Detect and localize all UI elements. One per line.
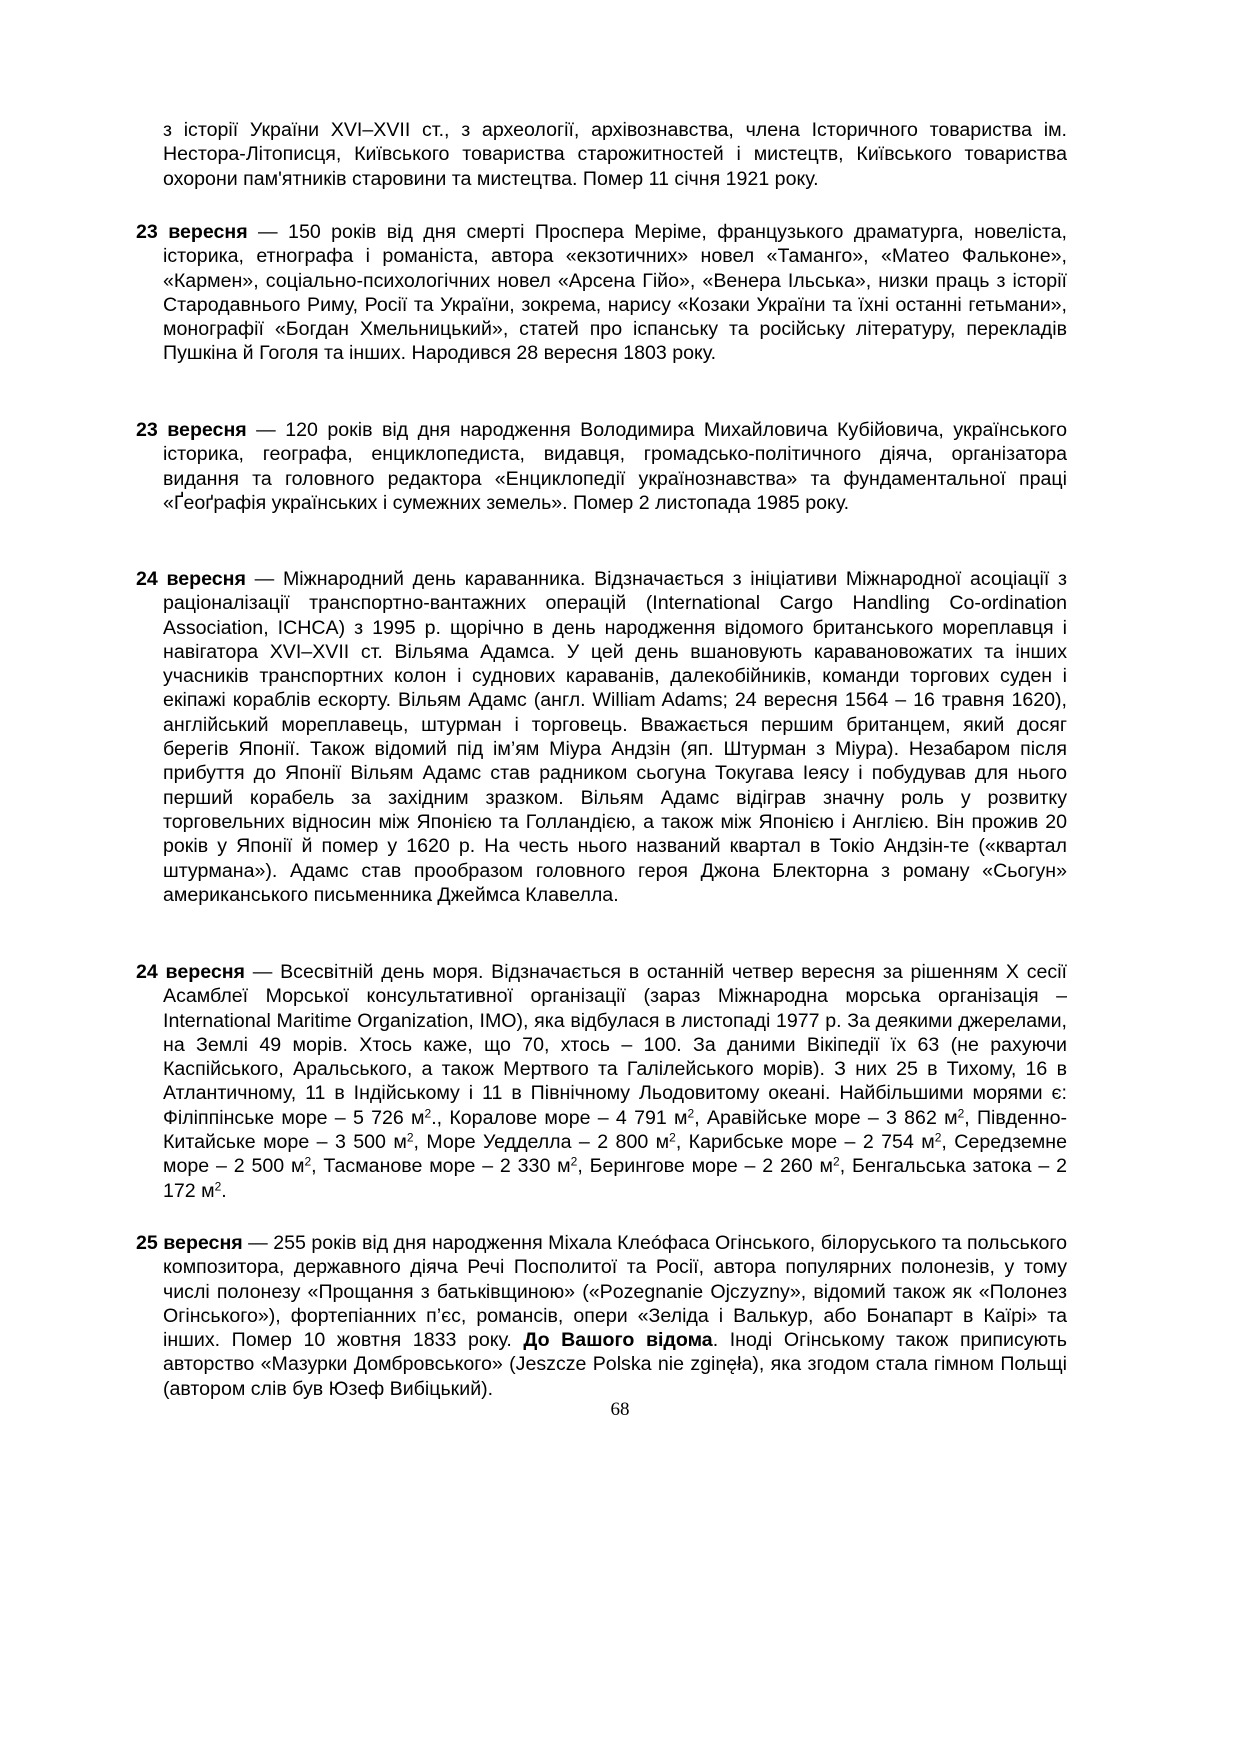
entry-date: 23 вересня [136,221,248,243]
superscript: 2 [406,1130,414,1145]
sea-item: , Берингове море – 2 260 м [577,1155,834,1178]
continuation-text: з історії України XVI–XVII ст., з археології, архівознавства, члена Історичного товариства ім. Нестора-Літописця, Київського товариства старожитностей і мистецтв, Київського товариства охорони пам'ятників старовини та мистецтва. Помер 11 січня 1921 року. [163,119,1067,190]
superscript: 2 [424,1106,432,1121]
entry-text: — Міжнародний день караванника. Відзначається з ініціативи Міжнародної асоціації з раціоналізації транспортно-вантажних операцій (International Cargo Handling Co-ordination Association, ICHCA) з 1995 р. щорічно в день народження відомого британського мореплавця і навігатора XVI–XVII ст. Вільяма Адамса. У цей день вшановують каравановожатих та інших учасників транспортних колон і суднових караванів, далекобійників, команди торгових суден і екіпажі кораблів ескорту. Вільям Адамс (англ. William Adams; 24 вересня 1564 – 16 травня 1620), англійський мореплавець, штурман і торговець. Вважається першим британцем, який досяг берегів Японії. Також відомий під ім’ям Міура Андзін (яп. Штурман з Міура). Незабаром після прибуття до Японії Вільям Адамс став радником сьогуна Токугава Іеясу і побудував для нього перший корабель за західним зразком. Вільям Адамс відіграв значну роль у розвитку торговельних відносин між Японією та Голландією, а також між Японією і Англією. Він прожив 20 років у Японії й помер у 1620 р. На честь нього названий квартал в Токіо Андзін-те («квартал штурмана»). Адамс став прообразом головного героя Джона Блекторна з роману «Сьогун» американського письменника Джеймса Клавелла. [163,568,1067,906]
sea-item: , Бенгальська затока – 2 172 м [163,1155,1068,1202]
entry-date: 25 вересня [136,1232,243,1254]
sea-item: ., Коралове море – 4 791 м [431,1106,688,1129]
entry-paragraph [136,418,1067,515]
superscript: 2 [304,1154,312,1169]
entry-end: . [221,1179,227,1202]
entry-sep-25-oginski [136,1231,1067,1401]
entry-paragraph [136,1231,1067,1401]
superscript: 2 [833,1154,840,1169]
sea-item: , Море Уедделла – 2 800 м [413,1131,670,1154]
sea-item: , Південно-Китайське море – 3 500 м [163,1106,1067,1154]
entry-date: 24 вересня [136,568,246,590]
continuation-paragraph [163,118,1067,191]
entry-text: — Всесвітній день моря. Відзначається в останній четвер вересня за рішенням X сесії Асамблеї Морської консультативної організації (зараз Міжнародна морська організація – International Maritime Organization, IMO), яка відбулася в листопаді 1977 р. За деякими джерелами, на Землі 49 морів. Хтось каже, що 70, хтось – 100. За даними Вікіпедії їх 63 (не рахуючи Каспійського, Аральського, а також Мертвого та Галілейського морів). З них 25 в Тихому, 16 в Атлантичному, 11 в Індійському і 11 в Північному Льодовитому океані. Найбільшими морями є: Філіппінське море – 5 726 м [163,961,1067,1129]
page-number: 68 [610,1399,630,1420]
entry-date: 24 вересня [136,961,245,983]
entry-date: 23 вересня [136,419,247,441]
superscript: 2 [669,1130,676,1145]
entry-text: — 120 років від дня народження Володимира Михайловича Кубійовича, українського історика, географа, енциклопедиста, видавця, громадсько-політичного діяча, організатора видання та головного редактора «Енциклопедії українознавства» та фундаментальної праці «Ґеоґрафія українських і сумежних земель». Помер 2 листопада 1985 року. [163,419,1067,514]
sea-item: , Середземне море – 2 500 м [163,1131,1067,1178]
superscript: 2 [687,1106,695,1121]
entry-paragraph [136,960,1067,1203]
entry-paragraph [136,567,1067,907]
entry-sep-23-merimee [136,220,1067,366]
superscript: 2 [934,1130,942,1145]
superscript: 2 [957,1106,965,1121]
entry-text: — 255 років від дня народження Міхала Клеóфаса Огінського, білоруського та польського композитора, державного діяча Речі Посполитої та Росії, автора популярних полонезів, у тому числі полонезу «Прощання з батьківщиною» («Pozegnanie Ojczyzny», відомий також як «Полонез Огінського»), фортепіанних п’єс, романсів, опери «Зеліда і Валькур, або Бонапарт в Каїрі» та інших. Помер 10 жовтня 1833 року. [163,1232,1067,1352]
entry-paragraph [136,220,1067,366]
entry-sep-24-caravanner-day [136,567,1067,907]
entry-text: — 150 років від дня смерті Проспера Меріме, французького драматурга, новеліста, історика, етнографа і романіста, автора «екзотичних» новел «Таманго», «Матео Фальконе», «Кармен», соціально-психологічних новел «Арсена Гійо», «Венера Ільська», низки праць з історії Стародавнього Риму, Росії та України, зокрема, нарису «Козаки України та їхні останні гетьмани», монографії «Богдан Хмельницький», статей про іспанську та російську літературу, перекладів Пушкіна й Гоголя та інших. Народився 28 вересня 1803 року. [163,221,1067,365]
superscript: 2 [214,1179,222,1194]
entry-text-continued: . Іноді Огінському також приписують авторство «Мазурки Домбровського» (Jeszcze Polska nie zginęła), яка згодом стала гімном Польщі (автором слів був Юзеф Вибіцький). [163,1329,1067,1400]
entry-sep-24-world-sea-day [136,960,1067,1203]
superscript: 2 [570,1154,578,1169]
sea-item: , Аравійське море – 3 862 м [694,1106,958,1129]
sea-item: , Тасманове море – 2 330 м [311,1155,571,1178]
note-label: До Вашого відома [523,1329,713,1352]
sea-item: , Карибське море – 2 754 м [675,1131,935,1154]
entry-sep-23-kubijovych [136,418,1067,515]
